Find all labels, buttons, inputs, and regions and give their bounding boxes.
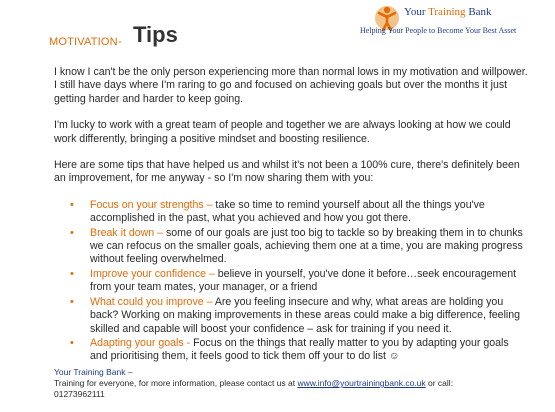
brand-name-accent: Training: [428, 6, 466, 18]
tip-text: Are you feeling insecure and why, what areas are holding you back? Working on making improvements in these areas could make a big difference, feeling skilled and capable will boost your confidence – ask for training if you need it.: [90, 295, 521, 335]
intro-paragraph: I know I can't be the only person experiencing more than normal lows in my motivation and willpower. I still have days where I'm raring to go and focused on achieving goals but over the months it just getting harder and harder to keep going.: [54, 66, 528, 105]
footer-contact-text: Training for everyone, for more information, please contact us at: [54, 378, 298, 388]
team-paragraph: I'm lucky to work with a great team of people and together we are always looking at how we could work differently, bringing a positive mindset and boosting resilience.: [54, 119, 511, 145]
footer-contact: [54, 378, 524, 389]
tip-text: take so time to remind yourself about all the things you've accomplished in the past, what you achieved and how you got there.: [90, 198, 485, 225]
tips-intro-paragraph: Here are some tips that have helped us and whilst it's not been a 100% cure, there's definitely been an improvement, for me anyway - so I'm now sharing them with you:: [54, 159, 520, 185]
tip-text: believe in yourself, you've done it before…seek encouragement from your team mates, your manager, or a friend: [90, 267, 517, 294]
brand-name-pre: Your: [404, 6, 429, 18]
tip-item: [90, 199, 529, 226]
tip-heading: Improve your confidence –: [90, 267, 215, 280]
brand-name-post: Bank: [465, 6, 492, 18]
footer-contact-text-after: or call:: [425, 378, 454, 388]
tip-heading: Break it down –: [90, 226, 164, 239]
article-body: [54, 66, 529, 365]
tip-text: some of our goals are just too big to tackle so by breaking them in to chunks we can refocus on the smaller goals, achieving them one at a time, you are making progress without feeling overwhelmed.: [90, 226, 523, 266]
title-dash: -: [118, 36, 122, 48]
tip-heading: What could you improve –: [90, 295, 213, 308]
tip-item: [90, 296, 529, 336]
brand-logo: [360, 4, 550, 48]
footer-brand: Your Training Bank –: [54, 367, 133, 377]
document-footer: [54, 367, 524, 400]
tip-item: [90, 227, 529, 267]
tips-list: [54, 199, 529, 364]
footer-phone: 01273962111: [54, 389, 105, 399]
brand-tagline: Helping Your People to Become Your Best Asset: [360, 26, 517, 35]
footer-email-link[interactable]: www.info@yourtrainingbank.co.uk: [297, 378, 426, 388]
brand-name: [404, 6, 492, 18]
tip-heading: Adapting your goals -: [90, 336, 191, 349]
tip-item: [90, 268, 529, 295]
tip-item: [90, 337, 529, 364]
tip-heading: Focus on your strengths –: [90, 198, 213, 211]
section-kicker: MOTIVATION: [49, 36, 118, 48]
tip-text: Focus on the things that really matter to you by adapting your goals and prioritising them, it feels good to tick them off your to do list ☺: [90, 336, 509, 363]
page-title: Tips: [133, 22, 178, 47]
